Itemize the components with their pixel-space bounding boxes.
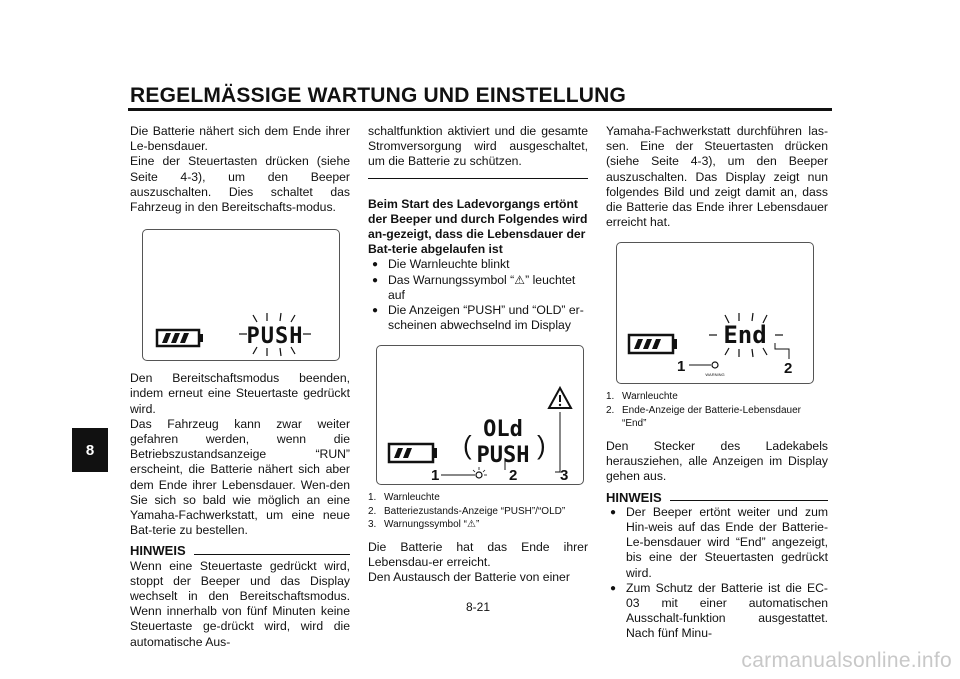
paragraph: Den Bereitschaftsmodus beenden, indem erneut eine Steuertaste gedrückt wird. bbox=[130, 371, 350, 416]
hinweis-label: HINWEIS bbox=[130, 543, 186, 559]
note-text: Wenn eine Steuertaste gedrückt wird, stoppt der Beeper und das Display wechselt in den Bereitschaftsmodus. Wenn innerhalb von fünf Minuten keine Steuertaste ge-drückt wird, wird die automatische Aus- bbox=[130, 558, 350, 649]
warning-triangle-icon bbox=[549, 388, 571, 408]
paragraph: Das Fahrzeug kann zwar weiter gefahren werden, wenn die Betriebszustandsanzeige “RUN” erscheint, die Batterie nähert sich aber dem Ende ihrer Lebensdauer. Wen-den Sie sich so bald wie möglich an eine Yamaha-Fachwerkstatt, um eine neue Bat-terie zu bestellen. bbox=[130, 416, 350, 538]
column-2 bbox=[368, 124, 588, 586]
header-rule bbox=[128, 108, 832, 111]
bullet-item: ● Der Beeper ertönt weiter und zum Hin-weis auf das Ende der Batterie-Le-bensdauer wird “End” angezeigt, bis eine der Steuertasten gedrückt wird. bbox=[606, 505, 828, 581]
bullet-item: ● Zum Schutz der Batterie ist die EC-03 mit einer automatischen Ausschalt-funktion ausgestattet. Nach fünf Minu- bbox=[606, 581, 828, 642]
battery-icon bbox=[389, 444, 437, 462]
watermark: carmanualsonline.info bbox=[741, 649, 952, 672]
column-1 bbox=[130, 124, 350, 650]
warning-triangle-icon: ⚠ bbox=[467, 519, 476, 531]
battery-icon bbox=[157, 330, 203, 346]
caption-item: 2. Batteriezustands-Anzeige “PUSH”/“OLD” bbox=[368, 505, 566, 517]
paragraph: Den Austausch der Batterie von einer bbox=[368, 570, 570, 585]
section-rule bbox=[368, 178, 588, 179]
bullet-item: ● Die Warnleuchte blinkt bbox=[368, 257, 588, 272]
display-text-old: OLd bbox=[483, 417, 523, 443]
callout-1: 1 bbox=[677, 358, 686, 376]
caption-item: 2. Ende-Anzeige der Batterie-Lebensdauer “End” bbox=[606, 404, 802, 430]
chapter-tab: 8 bbox=[72, 428, 108, 472]
paragraph: Eine der Steuertasten drücken (siehe Seite 4-3), um den Beeper auszuschalten. Dies schaltet das Fahrzeug in den Bereitschafts-modus. bbox=[130, 154, 350, 215]
paragraph: Yamaha-Fachwerkstatt durchführen las-sen. Eine der Steuertasten drücken (siehe Seite 4-3), um den Beeper auszuschalten. Das Display zeigt nun folgendes Bild und zeigt damit an, dass die Batterie das Ende ihrer Lebensdauer erreicht hat. bbox=[606, 124, 828, 230]
paragraph: Die Batterie hat das Ende ihrer Lebensdau-er erreicht. bbox=[368, 539, 588, 570]
bold-heading: Beim Start des Ladevorgangs ertönt der Beeper und durch Folgendes wird an-gezeigt, dass die Lebensdauer der Bat-terie abgelaufen ist bbox=[368, 196, 588, 257]
callout-line bbox=[775, 343, 789, 359]
bracket-right: ) bbox=[537, 430, 546, 461]
lcd-display-end bbox=[616, 242, 814, 384]
callout-line bbox=[555, 412, 560, 472]
display-text-push: PUSH bbox=[246, 324, 304, 350]
lcd-illustration bbox=[143, 230, 339, 360]
figure-caption-list bbox=[606, 390, 828, 431]
battery-icon bbox=[629, 335, 677, 353]
hinweis-heading bbox=[606, 490, 828, 505]
callout-3: 3 bbox=[560, 467, 569, 485]
hinweis-heading bbox=[130, 543, 350, 558]
bullet-list bbox=[606, 505, 828, 642]
hinweis-rule bbox=[670, 500, 828, 501]
caption-item: 1. Warnleuchte bbox=[606, 391, 678, 403]
paragraph: Die Batterie nähert sich dem Ende ihrer Le-bensdauer. bbox=[130, 124, 350, 154]
bullet-list bbox=[368, 257, 588, 333]
warning-label: WARNING bbox=[705, 372, 725, 378]
lcd-illustration bbox=[617, 243, 813, 383]
figure-caption-list bbox=[368, 491, 588, 532]
callout-2: 2 bbox=[509, 467, 518, 485]
bullet-item: ● Die Anzeigen “PUSH” und “OLD” er-scheinen abwechselnd im Display bbox=[368, 303, 588, 333]
warning-lamp-icon bbox=[471, 467, 487, 478]
hinweis-rule bbox=[194, 554, 350, 555]
lcd-display-push bbox=[142, 229, 340, 361]
page-number: 8-21 bbox=[466, 600, 491, 614]
caption-item: 3. Warnungssymbol “⚠” bbox=[368, 519, 480, 531]
caption-item: 1. Warnleuchte bbox=[368, 492, 440, 504]
paragraph: Den Stecker des Ladekabels herausziehen, alle Anzeigen im Display gehen aus. bbox=[606, 438, 828, 484]
bracket-left: ( bbox=[463, 430, 472, 461]
display-text-end: End bbox=[723, 321, 767, 350]
warning-triangle-icon: ⚠ bbox=[514, 272, 526, 287]
display-text-push: PUSH bbox=[476, 443, 530, 469]
paragraph: schaltfunktion aktiviert und die gesamte Stromversorgung wird ausgeschaltet, um die Batterie zu schützen. bbox=[368, 124, 588, 169]
hinweis-label: HINWEIS bbox=[606, 489, 662, 505]
lcd-display-old-push bbox=[376, 345, 584, 485]
warning-lamp-icon bbox=[712, 362, 718, 368]
callout-1: 1 bbox=[431, 467, 440, 485]
callout-2: 2 bbox=[784, 360, 793, 378]
column-3 bbox=[606, 124, 828, 642]
lcd-illustration bbox=[377, 346, 583, 484]
bullet-item: ● Das Warnungssymbol “⚠” leuchtet auf bbox=[368, 273, 588, 303]
page-title: REGELMÄSSIGE WARTUNG UND EINSTELLUNG bbox=[130, 84, 627, 107]
